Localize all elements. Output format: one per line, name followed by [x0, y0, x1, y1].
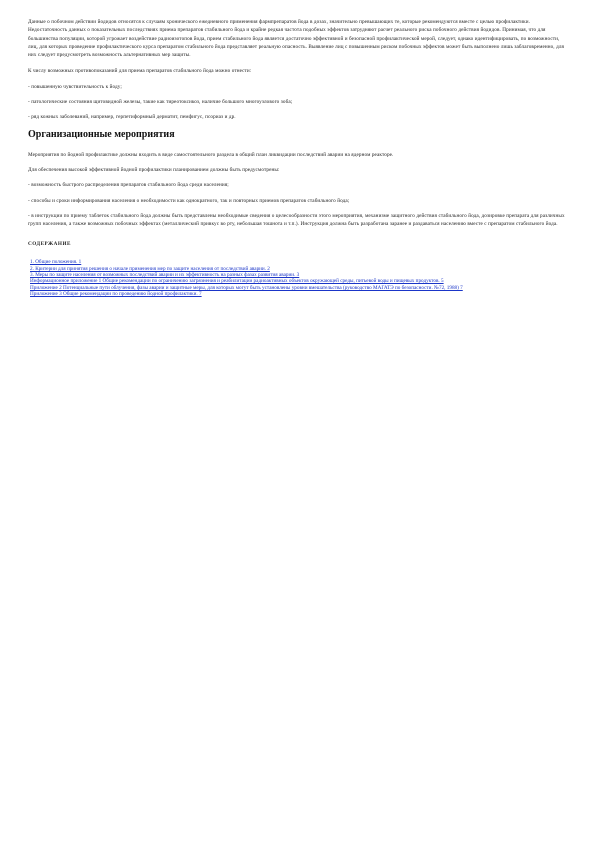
document-page — [28, 18, 568, 297]
toc-link[interactable]: Информационное приложение 1 Общие рекомендации по ограничению загрязнения и реабилитации радиоактивных объектов окружающей среды, питьевой воды и пищевых продуктов. 5 — [30, 278, 444, 285]
org-paragraph: Мероприятия по йодной профилактике должны входить в виде самостоятельного раздела в общий план ликвидации последствий аварии на ядерном реакторе. — [28, 151, 394, 158]
contraindication-item: - патологические состояния щитовидной железы, такие как тиреотоксикоз, наличие большого многоузлового зоба; — [28, 99, 293, 106]
toc-link[interactable]: 1. Общие положения. 1 — [30, 259, 82, 266]
contraindications-intro: К числу возможных противопоказаний для приема препаратов стабильного йода можно отнести: — [28, 68, 252, 75]
org-item: - в инструкции по приему таблеток стабильного йода должны быть представлены необходимые сведения о целесообразности этого мероприятия, механизме защитного действия стабильного йода, дозировке препарата для различных групп населения, а также возможных побочных эффектах (металлический привкус во рту, небольшая тошнота и т.п.). Инструкция должна быть разработана заранее и раздаваться населению вместе с препаратом стабильного йода. — [28, 212, 565, 228]
toc-link[interactable]: 3. Меры по защите населения от возможных последствий аварии и их эффективность на разных фазах развития аварии. 3 — [30, 272, 300, 279]
intro-paragraph: Данные о побочном действии йодидов относятся к случаям хронического ежедневного применения фармпрепаратов йода в дозах, значительно превышающих те, которые рекомендуются вместе с целью профилактики. Недостаточность данных о показательных последствиях приема препаратов стабильного йода и крайне редкая частота подобных эффектов затрудняют расчет реального риска побочного действия йодидов. Принимая, что для большинства популяции, которой угрожает воздействие радиоизотопов йода, прием стабильного йода является достаточно эффективной и безопасной профилактической мерой, следует, однако идентифицировать, по возможности, лиц, для которых проведение профилактического курса препаратом стабильного йода представляет реальную опасность. Выявление лиц с повышенным риском побочных эффектов может быть выполнено лишь заблаговременно, для них следует предусмотреть возможность альтернативных мер защиты. — [28, 19, 565, 59]
org-item: - возможность быстрого распределения препаратов стабильного йода среди населения; — [28, 182, 229, 189]
section-heading: Организационные мероприятия — [28, 128, 175, 140]
contraindication-item: - повышенную чувствительность к йоду; — [28, 83, 122, 90]
toc-link[interactable]: Приложение 2 Потенциальные пути облучения, фазы аварии и защитные меры, для которых могут быть установлены уровни вмешательства (руководство МАГАТЭ по безопасности. №72, 1988) 7 — [30, 284, 463, 291]
toc-title: СОДЕРЖАНИЕ — [28, 241, 71, 248]
table-of-contents — [30, 259, 568, 297]
toc-link[interactable]: 2. Критерии для принятия решения о начале применения мер по защите населения от последствий аварии. 2 — [30, 265, 270, 272]
contraindication-item: - ряд кожных заболеваний, например, герпетиформный дерматит, пемфигус, псориаз и др. — [28, 114, 236, 121]
org-item: - способы и сроки информирования населения о необходимости как однократного, так и повторных приемов препаратов стабильного йода; — [28, 197, 350, 204]
org-paragraph: Для обеспечения высокой эффективной йодной профилактики планированием должны быть предусмотрены: — [28, 166, 280, 173]
toc-link[interactable]: Приложение 3 Общие рекомендации по проведению йодной профилактики. 7 — [30, 290, 202, 297]
